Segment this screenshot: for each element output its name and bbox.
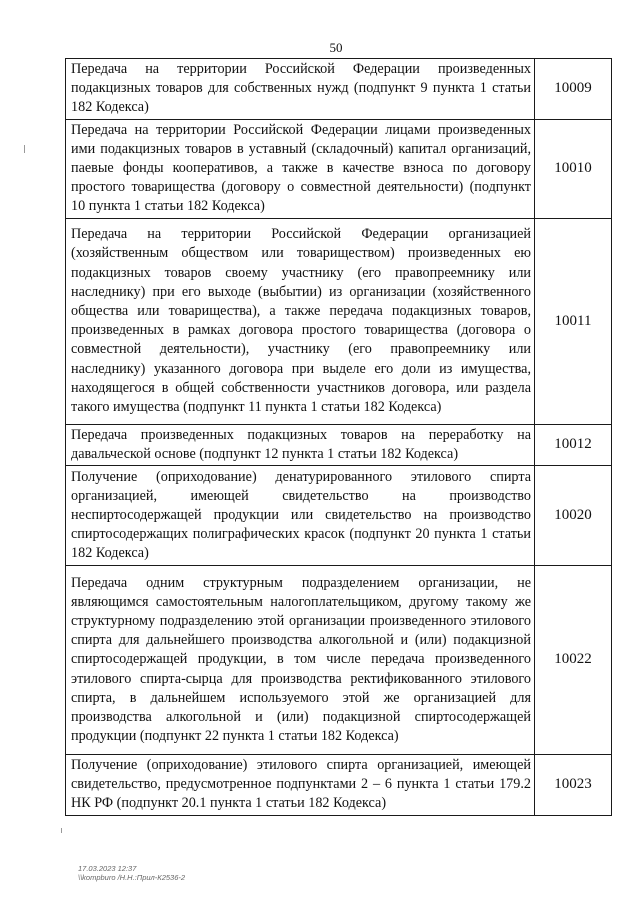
row-code: 10023 — [535, 755, 612, 816]
row-code: 10011 — [535, 218, 612, 424]
page-number: 50 — [329, 40, 343, 55]
scan-mark — [61, 828, 62, 833]
table-row — [66, 755, 612, 816]
table-row — [66, 218, 612, 424]
table-row — [66, 466, 612, 566]
table-row — [66, 59, 612, 120]
table-row — [66, 566, 612, 755]
row-code: 10022 — [535, 566, 612, 755]
document-table — [65, 58, 612, 816]
row-code: 10009 — [535, 59, 612, 120]
row-description: Передача на территории Российской Федерации лицами произведенных ими подакцизных товаров в уставный (складочный) капитал организаций, паевые фонды кооперативов, а также в качестве взноса по договору простого товарищества (договору о совместной деятельности) (подпункт 10 пункта 1 статьи 182 Кодекса) — [66, 119, 535, 218]
row-description: Передача на территории Российской Федерации произведенных подакцизных товаров для собственных нужд (подпункт 9 пункта 1 статьи 182 Кодекса) — [66, 59, 535, 120]
table-row — [66, 424, 612, 465]
row-description: Получение (оприходование) денатурированного этилового спирта организацией, имеющей свидетельство на производство неспиртосодержащей продукции или свидетельство на производство спиртосодержащих полиграфических красок (подпункт 20 пункта 1 статьи 182 Кодекса) — [66, 466, 535, 566]
row-description: Передача произведенных подакцизных товаров на переработку на давальческой основе (подпункт 12 пункта 1 статьи 182 Кодекса) — [66, 424, 535, 465]
row-description: Получение (оприходование) этилового спирта организацией, имеющей свидетельство, предусмотренное подпунктами 2 – 6 пункта 1 статьи 179.2 НК РФ (подпункт 20.1 пункта 1 статьи 182 Кодекса) — [66, 755, 535, 816]
footer-date: 17.03.2023 12:37 — [78, 864, 137, 873]
scan-mark — [24, 145, 25, 153]
footer-file-path: \\kompburo /Н.Н.:Прил-К2536-2 — [78, 873, 186, 882]
table-row — [66, 119, 612, 218]
row-code: 10010 — [535, 119, 612, 218]
row-description: Передача одним структурным подразделением организации, не являющимся самостоятельным налогоплательщиком, другому такому же структурному подразделению этой организации произведенного этилового спирта для дальнейшего производства алкогольной и (или) подакцизной спиртосодержащей продукции, в том числе передача произведенного этилового спирта-сырца для производства ректификованного этилового спирта, в дальнейшем используемого этой же организацией для производства алкогольной и (или) подакцизной спиртосодержащей продукции (подпункт 22 пункта 1 статьи 182 Кодекса) — [66, 566, 535, 755]
row-code: 10020 — [535, 466, 612, 566]
row-description: Передача на территории Российской Федерации организацией (хозяйственным обществом или товариществом) произведенных ею подакцизных товаров своему участнику (его правопреемнику или наследнику) при его выходе (выбытии) из организации (хозяйственного общества или товарищества), а также передача подакцизных товаров, произведенных в рамках договора простого товарищества (договора о совместной деятельности), участнику (его правопреемнику или наследнику) указанного договора при выделе его доли из имущества, находящегося в общей собственности участников договора, или раздела такого имущества (подпункт 11 пункта 1 статьи 182 Кодекса) — [66, 218, 535, 424]
footer — [78, 864, 185, 882]
row-code: 10012 — [535, 424, 612, 465]
